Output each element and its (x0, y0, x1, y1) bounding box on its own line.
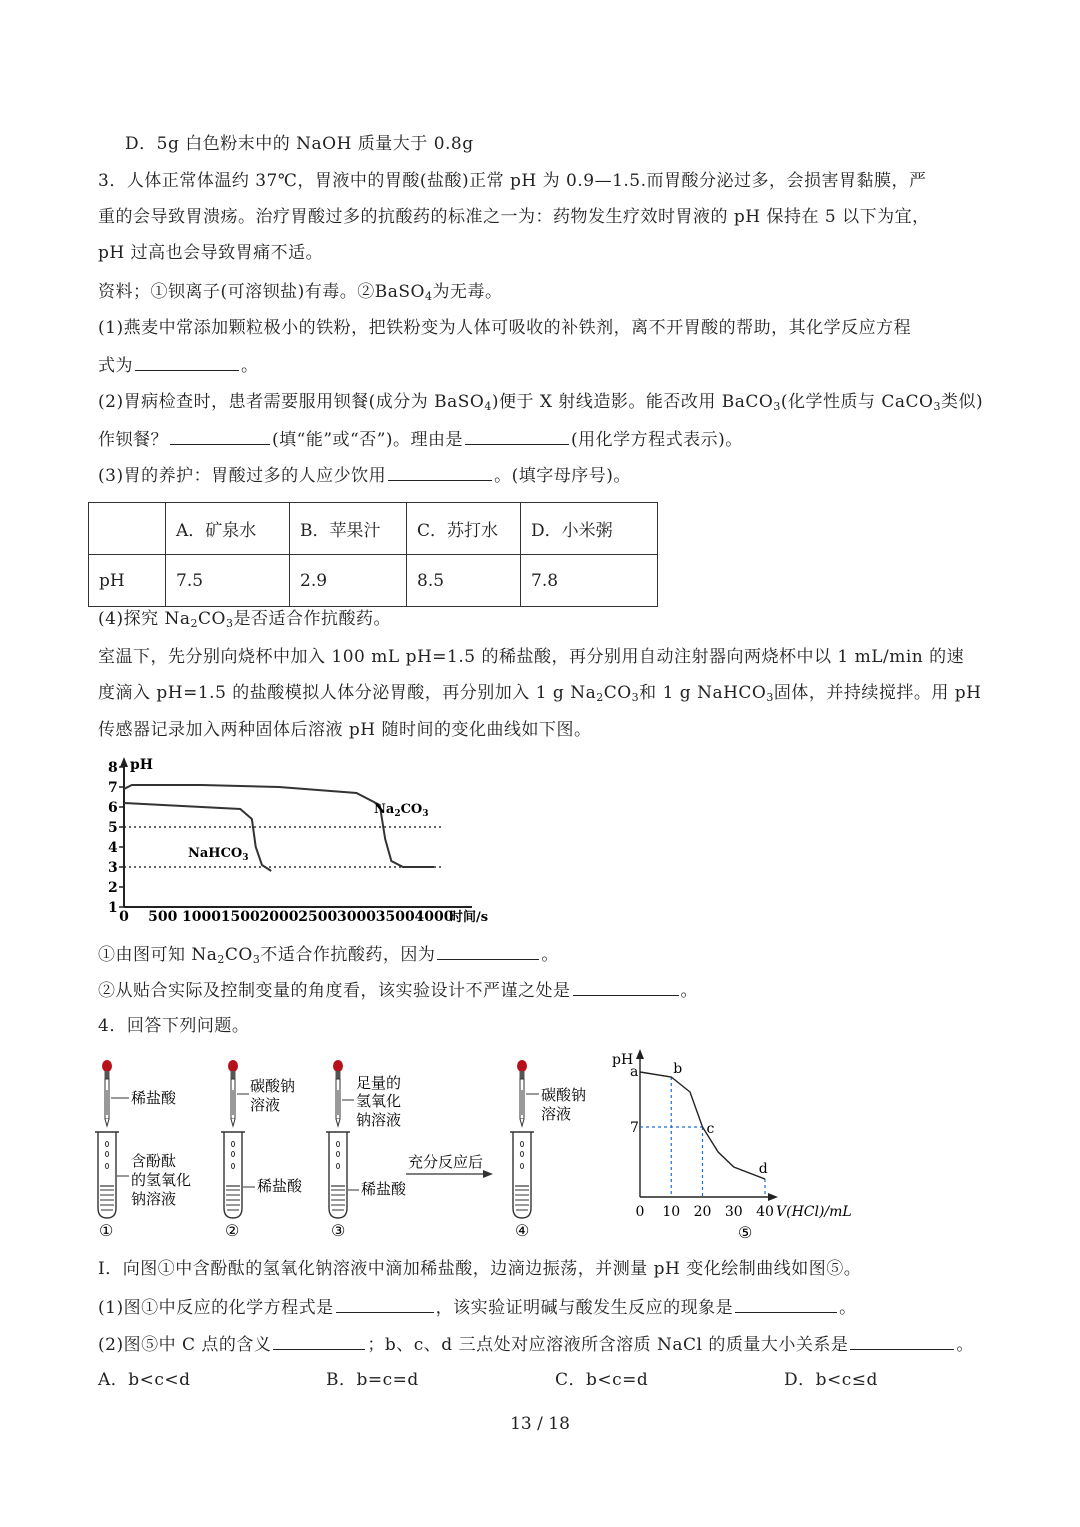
chart1-reference-lines (124, 827, 442, 867)
chart2-ylabel: pH (612, 1052, 634, 1068)
fig2-bottom-label: 稀盐酸 (257, 1177, 303, 1195)
test-tube-icon (95, 1132, 119, 1218)
i-line: Ⅰ．向图①中含酚酞的氢氧化钠溶液中滴加稀盐酸，边滴边振荡，并测量 pH 变化绘制曲线如图⑤。 (98, 1259, 862, 1279)
dropper-icon (333, 1060, 343, 1126)
chart1-x-tick: 1500 (220, 909, 260, 925)
fig1-top-label: 稀盐酸 (131, 1089, 177, 1107)
answer-blank[interactable] (465, 426, 569, 445)
chart2-xlabel: V(HCl)/mL (776, 1204, 852, 1220)
table-cell: C．苏打水 (407, 503, 521, 555)
table-cell: D．小米粥 (521, 503, 658, 555)
p2-line2: 作钡餐？ (填“能”或“否”)。理由是 (用化学方程式表示)。 (98, 426, 743, 452)
chart1-ylabel: pH (130, 757, 154, 773)
answer-blank[interactable] (573, 977, 679, 996)
fig2-top-label-2: 溶液 (250, 1096, 281, 1114)
chart1-y-tick: 1 (108, 900, 118, 916)
exp-line1: 室温下，先分别向烧杯中加入 100 mL pH=1.5 的稀盐酸，再分别用自动注射器向两烧杯中以 1 mL/min 的速 (98, 647, 965, 667)
fig2-number: ② (225, 1221, 240, 1240)
chart1-y-tick: 6 (108, 800, 118, 816)
arrow-head-icon (483, 1170, 493, 1178)
table-row (89, 555, 658, 607)
dropper-icon (517, 1060, 527, 1126)
table-cell (89, 503, 166, 555)
q3-line2: 重的会导致胃溃疡。治疗胃酸过多的抗酸药的标准之一为：药物发生疗效时胃液的 pH 保持在 5 以下为宜， (98, 207, 930, 227)
fig1-bottom-label-1: 含酚酞 (131, 1152, 177, 1170)
chart2-y-tick: 7 (630, 1120, 639, 1136)
ph-time-chart (100, 755, 500, 925)
answer-blank[interactable] (135, 352, 239, 371)
chart1-xlabel: 时间/s (450, 910, 489, 925)
p3-line: (3)胃的养护：胃酸过多的人应少饮用 。(填字母序号)。 (98, 462, 631, 488)
fig1-number: ① (99, 1221, 114, 1240)
chart2-x-tick: 30 (724, 1204, 743, 1220)
chart1-y-tick: 4 (108, 840, 118, 856)
chart2-x-tick: 0 (635, 1204, 645, 1220)
fig3-top-label-3: 钠溶液 (356, 1111, 402, 1129)
point-label-c: c (706, 1121, 715, 1137)
chart1-x-tick: 1000 (182, 909, 221, 925)
exp-line3: 传感器记录加入两种固体后溶液 pH 随时间的变化曲线如下图。 (98, 720, 592, 740)
chart2-x-tick: 40 (756, 1204, 774, 1220)
chart1-y-tick: 8 (108, 760, 118, 776)
chart1-x-tick: 2000 (259, 909, 299, 925)
table-cell: 2.9 (290, 555, 407, 607)
chart1-y-tick: 5 (108, 820, 118, 836)
chart1-x-tick: 0 (119, 909, 129, 925)
titration-curve (640, 1072, 765, 1179)
table-row (89, 503, 658, 555)
ph-table (88, 502, 658, 607)
point-label-b: b (673, 1061, 683, 1077)
i1-line: (1)图①中反应的化学方程式是 ，该实验证明碱与酸发生反应的现象是 。 (98, 1294, 857, 1320)
chart2-y-arrow (636, 1049, 644, 1059)
chart1-y-arrow (120, 757, 128, 767)
chart1-x-tick: 3500 (375, 909, 415, 925)
fig2-top-label-1: 碳酸钠 (250, 1077, 296, 1095)
table-cell: pH (89, 555, 166, 607)
chart2-x-tick: 20 (693, 1204, 712, 1220)
chart1-y-tick: 7 (108, 780, 118, 796)
answer-blank[interactable] (273, 1331, 365, 1350)
table-cell: 7.8 (521, 555, 658, 607)
exp-line2: 度滴入 pH=1.5 的盐酸模拟人体分泌胃酸，再分别加入 1 g $Na_2CO_3$和 1 g NaHCO$_3$固体，并持续搅拌。用 pH (98, 683, 982, 704)
test-tube-icon (221, 1132, 245, 1218)
option-d: D．5g 白色粉末中的 NaOH 质量大于 0.8g (125, 134, 474, 154)
arrow-label: 充分反应后 (408, 1153, 484, 1171)
dropper-icon (102, 1060, 112, 1126)
i2-line: (2)图⑤中 C 点的含义 ；b、c、d 三点处对应溶液所含溶质 NaCl 的质量大小关系是 。 (98, 1331, 974, 1357)
answer-blank[interactable] (170, 426, 270, 445)
answer-blank[interactable] (388, 462, 492, 481)
chart2-x-arrow (768, 1193, 778, 1201)
p1-line2: 式为 。 (98, 352, 259, 378)
chart1-y-tick: 3 (108, 860, 118, 876)
c2-line: ②从贴合实际及控制变量的角度看，该实验设计不严谨之处是 。 (98, 977, 698, 1003)
apparatus-figure (95, 1050, 615, 1245)
table-cell: 8.5 (407, 555, 521, 607)
p1-line1: (1)燕麦中常添加颗粒极小的铁粉，把铁粉变为人体可吸收的补铁剂，离不开胃酸的帮助，其化学反应方程 (98, 318, 912, 338)
chart1-x-tick: 4000 (414, 909, 454, 925)
c1-line: ①由图可知 $Na_2CO_3$不适合作抗酸药，因为 。 (98, 941, 559, 967)
answer-blank[interactable] (437, 941, 539, 960)
table-cell: 7.5 (166, 555, 290, 607)
series-na2co3-line (124, 785, 434, 867)
p4-line: (4)探究 $Na_2CO_3$是否适合作抗酸药。 (98, 609, 391, 630)
answer-blank[interactable] (850, 1331, 954, 1350)
fig1-bottom-label-3: 钠溶液 (131, 1190, 177, 1208)
fig3-top-label-2: 氢氧化 (356, 1092, 402, 1110)
fig5-number: ⑤ (738, 1223, 753, 1242)
point-label-a: a (630, 1064, 639, 1080)
chart2-x-tick: 10 (662, 1204, 681, 1220)
chart1-y-tick: 2 (108, 880, 118, 896)
table-cell: B．苹果汁 (290, 503, 407, 555)
info-line: 资料；①钡离子(可溶钡盐)有毒。②BaSO$_4$为无毒。 (98, 282, 503, 303)
fig4-top-label-2: 溶液 (541, 1105, 572, 1123)
point-label-d: d (758, 1161, 768, 1177)
chart2-guide-lines (640, 1077, 765, 1197)
test-tube-icon (326, 1132, 350, 1218)
series-nahco3-label: NaHCO$_3$ (188, 846, 249, 863)
fig3-top-label-1: 足量的 (356, 1074, 402, 1092)
series-na2co3-label: $Na_2CO_3$ (374, 802, 429, 819)
fig1-bottom-label-2: 的氢氧化 (131, 1171, 192, 1189)
q4-line: 4．回答下列问题。 (98, 1016, 250, 1036)
p2-line1: (2)胃病检查时，患者需要服用钡餐(成分为 BaSO$_4$)便于 X 射线造影。能否改用 BaCO$_3$(化学性质与 CaCO$_3$类似) (98, 392, 984, 413)
option-d-choice: D．b<c≤d (784, 1370, 878, 1390)
option-c: C．b<c=d (555, 1370, 649, 1390)
chart1-x-tick: 3000 (337, 909, 376, 925)
fig4-number: ④ (515, 1221, 530, 1240)
titration-chart (610, 1045, 860, 1245)
table-cell: A．矿泉水 (166, 503, 290, 555)
fig3-number: ③ (331, 1221, 346, 1240)
answer-blank[interactable] (336, 1294, 434, 1313)
test-tube-icon (510, 1132, 534, 1218)
chart1-x-tick: 2500 (298, 909, 338, 925)
dropper-icon (228, 1060, 238, 1126)
fig4-top-label-1: 碳酸钠 (541, 1086, 587, 1104)
page-number: 13 / 18 (510, 1414, 570, 1434)
fig3-bottom-label: 稀盐酸 (361, 1180, 407, 1198)
option-a: A．b<c<d (98, 1370, 191, 1390)
q3-line1: 3．人体正常体温约 37℃，胃液中的胃酸(盐酸)正常 pH 为 0.9—1.5.而胃酸分泌过多，会损害胃黏膜，严 (98, 171, 927, 191)
chart1-x-tick: 500 (148, 909, 178, 925)
answer-blank[interactable] (735, 1294, 837, 1313)
q3-line3: pH 过高也会导致胃痛不适。 (98, 243, 324, 263)
option-b: B．b=c=d (326, 1370, 419, 1390)
